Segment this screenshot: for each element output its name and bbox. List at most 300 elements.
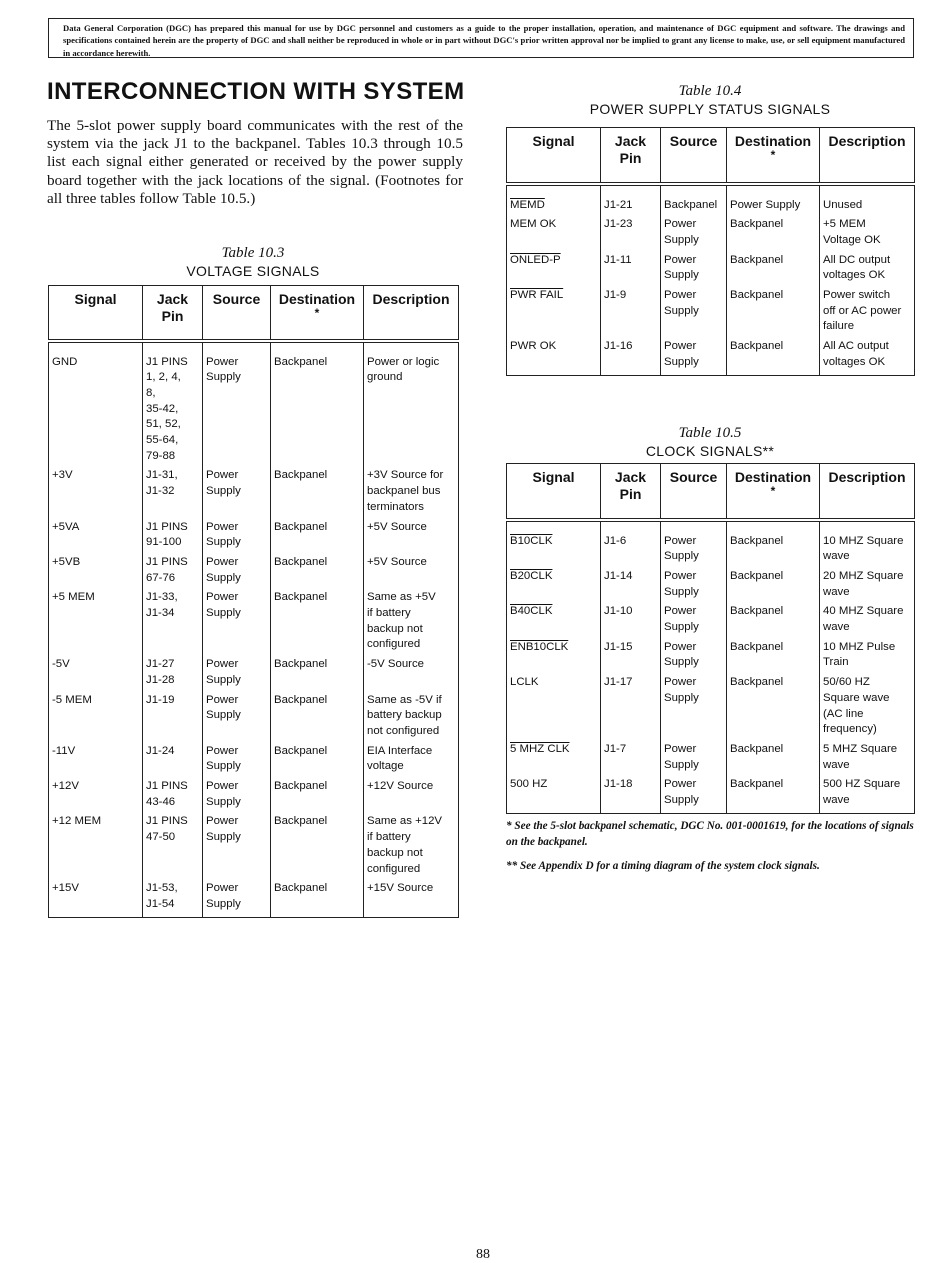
cell-jack [143,590,203,657]
cell-text: All DC output [823,253,891,266]
cell-text: Power [206,658,239,671]
cell-text: Supply [206,760,241,773]
cell-signal [507,253,601,288]
column-header-signal [507,128,601,184]
table-10-3-header [49,286,459,341]
footnotes [506,818,920,882]
cell-text: configured [367,862,421,875]
cell-destination [727,184,820,218]
cell-text: Supply [664,656,699,669]
column-header-label: Source [669,469,718,485]
cell-text: +5 MEM [52,591,95,604]
table-10-5-header [507,464,915,520]
cell-description [820,520,915,569]
cell-text: Backpanel [274,355,328,368]
cell-text: Backpanel [730,778,784,791]
cell-text: Power [664,253,697,266]
cell-text: Power [206,469,239,482]
cell-text: J1-32 [146,485,175,498]
table-row [507,217,915,252]
cell-text: B20CLK [510,569,553,582]
cell-text: Supply [664,585,699,598]
cell-text: MEMD [510,198,545,211]
cell-text: J1-11 [604,253,632,266]
cell-text: Backpanel [664,198,718,211]
cell-text: wave [823,794,850,807]
cell-description [820,184,915,218]
intro-paragraph: The 5-slot power supply board communicates with the rest of the system via the jack J1 to the backpanel. Tables 10.3 through 10.5 list each signal either generated or received by the power supply board together with the jack locations of the signal. (Footnotes for all three tables follow Table 10.5.) [47,117,463,207]
cell-text: J1-7 [604,742,627,755]
cell-text: J1-15 [604,640,633,653]
cell-destination [271,468,364,519]
cell-text: Supply [206,536,241,549]
cell-jack [143,744,203,779]
cell-text: Same as +5V [367,591,436,604]
table-10-4 [506,127,915,376]
cell-source [203,744,271,779]
table-row [507,675,915,742]
column-header-source [661,464,727,520]
column-header-signal [49,286,143,341]
table-10-5-title: CLOCK SIGNALS** [645,443,775,459]
table-10-4-number: Table 10.4 [678,83,742,99]
cell-text: -5V [52,658,70,671]
table-row [49,881,459,917]
cell-source [203,693,271,744]
cell-destination [271,814,364,881]
cell-source [661,569,727,604]
cell-text: +12V [52,780,79,793]
cell-text: (AC line [823,707,864,720]
cell-text: Backpanel [730,605,784,618]
cell-jack [601,569,661,604]
cell-text: Supply [664,355,699,368]
cell-text: Supply [206,795,241,808]
column-header-label: Destination [278,291,356,307]
cell-source [203,881,271,917]
table-row [49,657,459,692]
table-row [49,693,459,744]
cell-text: Backpanel [730,534,784,547]
cell-signal [507,777,601,813]
cell-destination [727,253,820,288]
cell-text: 35-42, [146,402,179,415]
cell-text: PWR FAIL [510,289,564,302]
cell-text: ground [367,371,403,384]
cell-destination [727,604,820,639]
cell-text: 55-64, [146,434,179,447]
column-header-label: Signal [532,469,575,485]
table-row [49,555,459,590]
cell-text: wave [823,758,850,771]
page-number: 88 [476,1247,490,1262]
cell-text: B40CLK [510,605,553,618]
cell-text: Supply [206,709,241,722]
cell-signal [49,779,143,814]
cell-text: wave [823,550,850,563]
cell-signal [507,217,601,252]
cell-jack [143,814,203,881]
table-row [49,520,459,555]
cell-text: Voltage OK [823,233,881,246]
table-10-4-body [507,184,915,376]
cell-jack [143,520,203,555]
cell-text: +5VA [52,520,80,533]
column-header-destination [271,286,364,341]
cell-text: Power [664,605,697,618]
cell-text: J1-18 [604,778,633,791]
cell-text: J1 PINS [146,815,188,828]
cell-text: Power [664,534,697,547]
table-10-3-caption [48,244,458,280]
cell-text: Supply [664,691,699,704]
column-header-source [203,286,271,341]
cell-source [203,590,271,657]
cell-text: Power [206,591,239,604]
cell-text: not configured [367,724,440,737]
cell-signal [507,569,601,604]
column-header-label: Description [828,133,906,149]
cell-text: 91-100 [146,536,182,549]
table-row [507,253,915,288]
cell-text: Supply [206,485,241,498]
cell-text: J1-21 [604,198,633,211]
cell-text: Supply [664,550,699,563]
cell-text: Supply [206,571,241,584]
cell-text: Backpanel [274,469,328,482]
cell-text: Train [823,656,849,669]
cell-text: J1-24 [146,744,175,757]
cell-text: Same as +12V [367,815,443,828]
cell-text: J1-6 [604,534,627,547]
cell-jack [601,288,661,339]
table-row [49,779,459,814]
cell-text: +12 MEM [52,815,102,828]
cell-text: 40 MHZ Square [823,605,904,618]
table-row [507,742,915,777]
cell-destination [727,217,820,252]
cell-destination [727,675,820,742]
cell-text: Power [664,742,697,755]
cell-jack [143,881,203,917]
cell-source [661,675,727,742]
cell-text: Power [206,693,239,706]
cell-jack [601,520,661,569]
cell-signal [507,742,601,777]
cell-text: Backpanel [730,640,784,653]
table-10-3-title: VOLTAGE SIGNALS [186,263,320,279]
column-header-destination [727,464,820,520]
table-row [507,569,915,604]
cell-text: 67-76 [146,571,176,584]
table-row [49,744,459,779]
cell-text: Backpanel [274,555,328,568]
cell-text: EIA Interface [367,744,433,757]
table-10-5-number: Table 10.5 [678,425,742,441]
cell-text: +3V Source for [367,469,444,482]
cell-description [364,881,459,917]
table-10-3 [48,285,459,918]
column-header-label: Jack Pin [156,291,189,324]
cell-description [820,604,915,639]
cell-jack [143,555,203,590]
table-row [507,184,915,218]
cell-text: Supply [206,607,241,620]
cell-source [661,520,727,569]
cell-text: J1-14 [604,569,633,582]
cell-jack [143,779,203,814]
cell-text: Square wave [823,691,890,704]
cell-jack [601,640,661,675]
cell-text: backup not [367,622,423,635]
header-row [507,128,915,184]
cell-text: Backpanel [730,676,784,689]
cell-signal [507,675,601,742]
cell-source [661,217,727,252]
cell-description [820,253,915,288]
cell-text: 79-88 [146,449,176,462]
table-row [49,341,459,469]
cell-description [364,341,459,469]
proprietary-notice-text: Data General Corporation (DGC) has prepared this manual for use by DGC personnel and customers as a guide to the proper installation, operation, and maintenance of DGC equipment and software. The drawings and specifications contained herein are the property of DGC and shall neither be reproduced in whole or in part without DGC's prior written approval nor be implied to grant any license to make, use, or sell equipment manufactured in accordance herewith. [63,23,905,58]
cell-text: J1-23 [604,218,633,231]
table-10-4-caption [506,82,914,118]
cell-description [364,590,459,657]
table-row [507,777,915,813]
cell-jack [601,339,661,375]
cell-text: All AC output [823,340,889,353]
table-10-3-number: Table 10.3 [221,245,285,261]
cell-text: 50/60 HZ [823,676,870,689]
cell-text: Supply [664,233,699,246]
table-10-4-header [507,128,915,184]
column-header-destination [727,128,820,184]
cell-text: Supply [664,304,699,317]
cell-source [203,779,271,814]
table-row [49,468,459,519]
cell-signal [507,288,601,339]
cell-text: Power Supply [730,198,801,211]
table-10-4-title: POWER SUPPLY STATUS SIGNALS [589,101,831,117]
cell-text: +3V [52,469,73,482]
cell-description [820,777,915,813]
cell-text: J1-17 [604,676,633,689]
cell-destination [727,742,820,777]
cell-text: J1-34 [146,607,175,620]
column-header-description [364,286,459,341]
column-header-signal [507,464,601,520]
cell-jack [601,184,661,218]
cell-text: 8, [146,386,156,399]
table-row [507,339,915,375]
cell-jack [601,604,661,639]
footnote-marker: * [314,306,320,320]
cell-source [661,253,727,288]
cell-source [203,555,271,590]
cell-text: Supply [664,269,699,282]
cell-text: +15V Source [367,882,434,895]
cell-text: Power [206,780,239,793]
cell-jack [601,742,661,777]
cell-signal [49,520,143,555]
cell-destination [271,881,364,917]
cell-text: -11V [52,744,76,757]
cell-text: Power [664,218,697,231]
column-header-jack [601,128,661,184]
cell-description [364,555,459,590]
cell-text: Supply [664,758,699,771]
cell-text: Power [206,555,239,568]
cell-text: J1-27 [146,658,175,671]
cell-text: Supply [206,831,241,844]
cell-text: voltage [367,760,404,773]
table-10-5-caption [506,424,914,460]
column-header-label: Source [212,291,261,307]
cell-destination [727,288,820,339]
cell-description [820,742,915,777]
cell-text: 1, 2, 4, [146,371,181,384]
cell-text: GND [52,355,78,368]
cell-text: wave [823,621,850,634]
column-header-jack [601,464,661,520]
cell-description [364,779,459,814]
cell-destination [271,744,364,779]
cell-text: if battery [367,607,411,620]
cell-text: -5V Source [367,658,424,671]
cell-description [364,693,459,744]
cell-text: J1 PINS [146,555,188,568]
cell-text: -5 MEM [52,693,92,706]
cell-signal [49,693,143,744]
cell-signal [49,657,143,692]
cell-source [661,339,727,375]
cell-text: failure [823,320,855,333]
cell-text: 5 MHZ Square [823,742,898,755]
cell-text: J1-33, [146,591,178,604]
proprietary-notice [48,18,914,58]
cell-signal [49,555,143,590]
cell-text: J1-31, [146,469,178,482]
column-header-label: Jack Pin [614,133,647,166]
table-10-5 [506,463,915,814]
cell-text: 500 HZ Square [823,778,901,791]
cell-text: Backpanel [730,742,784,755]
cell-destination [271,341,364,469]
cell-signal [507,184,601,218]
cell-source [661,640,727,675]
cell-destination [271,779,364,814]
cell-description [820,288,915,339]
cell-source [203,341,271,469]
cell-text: LCLK [510,676,539,689]
cell-text: Backpanel [730,569,784,582]
cell-text: ENB10CLK [510,640,569,653]
cell-text: Power [664,676,697,689]
cell-text: Supply [206,898,241,910]
cell-text: J1 PINS [146,780,188,793]
header-row [49,286,459,341]
cell-signal [49,881,143,917]
cell-source [203,468,271,519]
cell-text: +5VB [52,555,81,568]
cell-text: 10 MHZ Square [823,534,904,547]
cell-text: Power [206,744,239,757]
cell-description [364,657,459,692]
cell-text: Power [664,569,697,582]
cell-text: Backpanel [274,658,328,671]
cell-text: Backpanel [274,780,328,793]
table-10-3-body [49,341,459,918]
cell-text: Power switch [823,289,891,302]
cell-text: 20 MHZ Square [823,569,904,582]
cell-text: Backpanel [274,693,328,706]
column-header-label: Signal [74,291,117,307]
cell-jack [143,693,203,744]
cell-destination [727,520,820,569]
cell-text: J1 PINS [146,355,188,368]
table-row [507,520,915,569]
cell-jack [601,675,661,742]
cell-jack [601,217,661,252]
cell-text: J1-28 [146,673,175,686]
column-header-label: Jack Pin [614,469,647,502]
cell-destination [727,640,820,675]
cell-signal [49,341,143,469]
cell-text: Power [206,355,239,368]
cell-text: +5V Source [367,555,427,568]
cell-description [820,675,915,742]
cell-text: Power [664,640,697,653]
cell-text: if battery [367,831,411,844]
footnote-marker: * [770,148,776,162]
cell-source [661,742,727,777]
column-header-label: Signal [532,133,575,149]
cell-text: Backpanel [274,520,328,533]
cell-text: +5V Source [367,520,427,533]
cell-text: Backpanel [730,253,784,266]
cell-description [820,339,915,375]
cell-text: configured [367,638,421,651]
cell-text: backpanel bus [367,485,441,498]
cell-signal [507,640,601,675]
column-header-jack [143,286,203,341]
column-header-source [661,128,727,184]
cell-signal [49,814,143,881]
cell-text: Backpanel [274,882,328,895]
cell-source [661,777,727,813]
cell-text: Power or logic [367,355,440,368]
cell-destination [271,693,364,744]
column-header-description [820,464,915,520]
column-header-label: Source [669,133,718,149]
table-row [507,640,915,675]
cell-text: J1-9 [604,289,627,302]
cell-jack [601,777,661,813]
cell-jack [143,341,203,469]
cell-text: Unused [823,198,863,211]
cell-text: Power [664,289,697,302]
cell-text: Supply [206,371,241,384]
cell-text: Supply [206,673,241,686]
cell-text: +12V Source [367,780,434,793]
cell-text: 10 MHZ Pulse [823,640,896,653]
cell-description [820,640,915,675]
cell-description [820,217,915,252]
cell-destination [727,339,820,375]
column-header-label: Description [372,291,450,307]
cell-text: 43-46 [146,795,176,808]
cell-text: J1-10 [604,605,633,618]
